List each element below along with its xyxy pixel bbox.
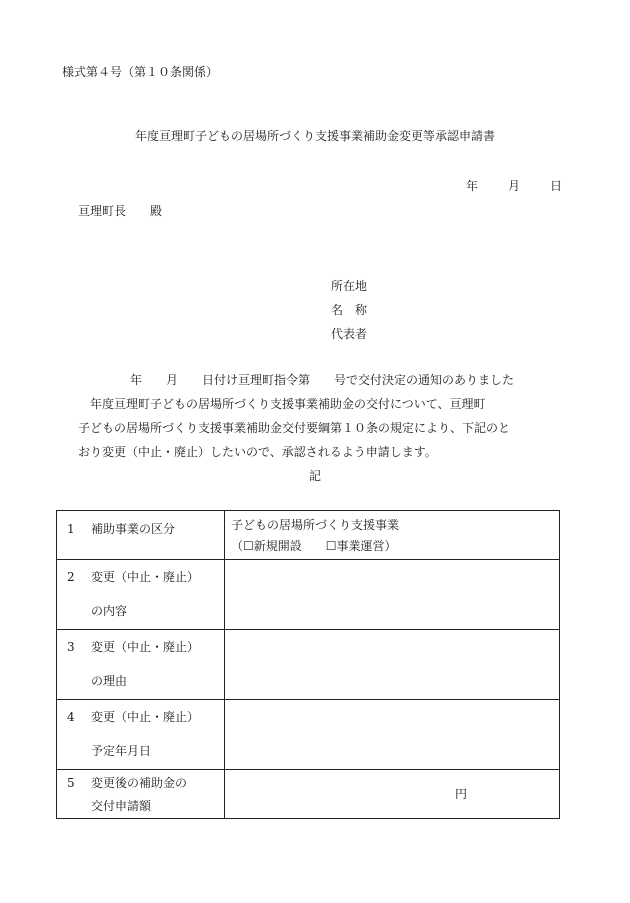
row-label-text-2: 交付申請額 [91,799,152,813]
row-value [225,511,560,560]
date-month: 月 [508,179,521,193]
row-value[interactable] [225,560,560,630]
row-label [57,700,225,770]
table-row [57,511,560,560]
row-label [57,560,225,630]
body-line-1: 年 月 日付け亘理町指令第 号で交付決定の通知のありました [130,373,515,387]
table-row [57,770,560,819]
applicant-block [331,274,367,346]
application-table [56,510,560,819]
project-type-options: （☐新規開設 ☐事業運営） [231,539,397,553]
date-line [466,180,562,192]
form-number: 様式第４号（第１０条関係） [62,65,219,79]
row-label-text: 補助事業の区分 [91,522,176,536]
date-year: 年 [466,179,479,193]
row-number: 3 [67,640,75,654]
body-paragraph [78,368,562,464]
table-row [57,560,560,630]
row-label [57,511,225,560]
row-number: 2 [67,570,75,584]
row-label-text-2: 予定年月日 [91,744,152,758]
body-line-4: おり変更（中止・廃止）したいので、承認されるよう申請します。 [78,445,437,459]
row-label-text: 変更（中止・廃止） [91,710,200,724]
yen-unit: 円 [455,787,468,801]
row-value[interactable] [225,700,560,770]
date-day: 日 [550,179,563,193]
table-row [57,700,560,770]
row-number: 1 [67,522,75,536]
row-label-text: 変更（中止・廃止） [91,640,200,654]
row-label [57,630,225,700]
row-label-text-2: の理由 [91,674,128,688]
table-row [57,630,560,700]
row-label-text-2: の内容 [91,604,128,618]
row-label-text: 変更（中止・廃止） [91,570,200,584]
ki-heading: 記 [308,469,321,483]
row-number: 4 [67,710,75,724]
row-label-text: 変更後の補助金の [91,776,188,790]
body-line-3: 子どもの居場所づくり支援事業補助金交付要綱第１０条の規定により、下記のと [78,421,511,435]
row-value[interactable] [225,630,560,700]
document-title: 年度亘理町子どもの居場所づくり支援事業補助金変更等承認申請書 [134,129,495,143]
representative-label: 代表者 [331,327,368,341]
name-label: 名 称 [331,303,368,317]
project-category: 子どもの居場所づくり支援事業 [231,518,400,532]
addressee: 亘理町長 殿 [78,204,163,218]
row-label [57,770,225,819]
row-value[interactable] [225,770,560,819]
body-line-2: 年度亘理町子どもの居場所づくり支援事業補助金の交付について、亘理町 [90,397,486,411]
row-number: 5 [67,776,75,790]
address-label: 所在地 [331,279,368,293]
